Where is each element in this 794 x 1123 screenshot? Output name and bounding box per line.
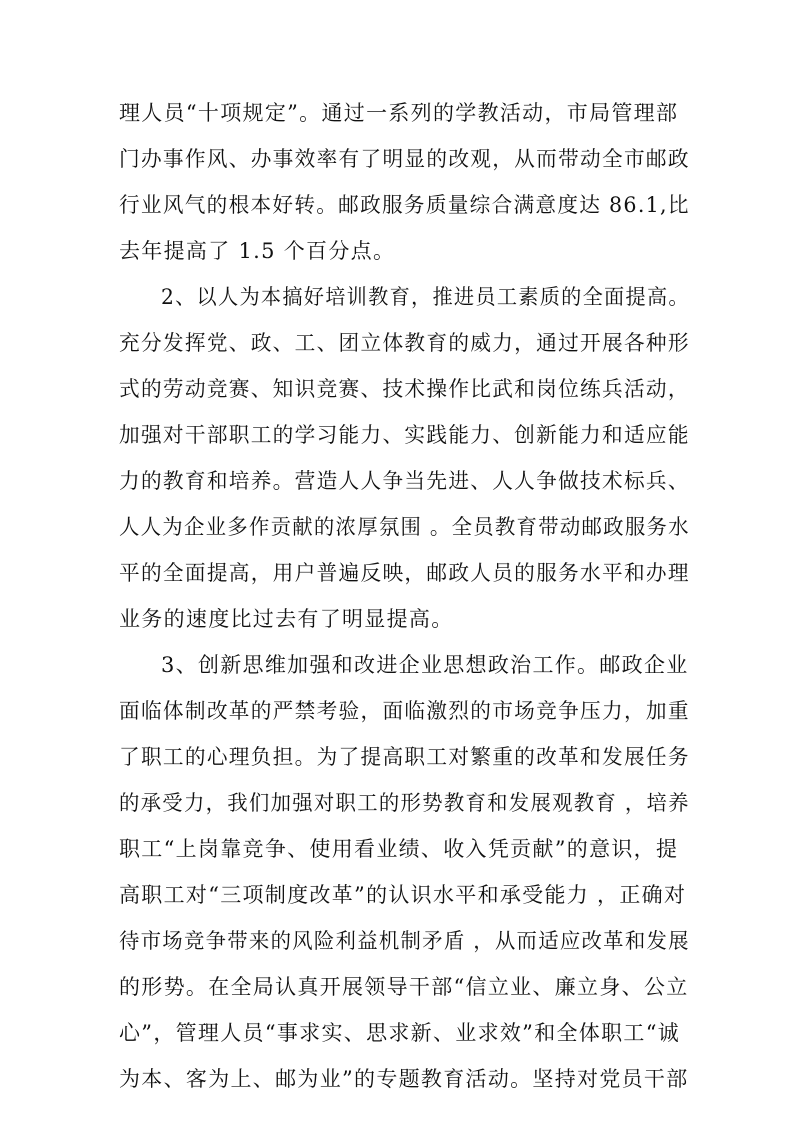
text-line: 充分发挥党、政、工、团立体教育的威力，通过开展各种形: [119, 331, 690, 355]
text-line: 2、以人为本搞好培训教育，推进员工素质的全面提高。: [161, 285, 690, 309]
text-line: 行业风气的根本好转。邮政服务质量综合满意度达 86.1,比: [119, 193, 690, 217]
text-line: 为本、客为上、邮为业”的专题教育活动。坚持对党员干部: [119, 1067, 689, 1091]
text-line: 式的劳动竞赛、知识竞赛、技术操作比武和岗位练兵活动，: [119, 377, 690, 401]
text-line: 3、创新思维加强和改进企业思想政治工作。邮政企业: [161, 653, 689, 677]
text-line: 去年提高了 1.5 个百分点。: [119, 239, 396, 263]
text-line: 门办事作风、办事效率有了明显的改观，从而带动全市邮政: [119, 147, 690, 171]
text-line: 人人为企业多作贡献的浓厚氛围 。全员教育带动邮政服务水: [119, 515, 690, 539]
text-line: 待市场竞争带来的风险利益机制矛盾 ，从而适应改革和发展: [119, 929, 690, 953]
text-line: 力的教育和培养。营造人人争当先进、人人争做技术标兵、: [119, 469, 690, 493]
text-line: 了职工的心理负担。为了提高职工对繁重的改革和发展任务: [119, 745, 690, 769]
text-line: 业务的速度比过去有了明显提高。: [119, 607, 454, 631]
text-line: 职工“上岗靠竞争、使用看业绩、收入凭贡献”的意识，提: [119, 837, 679, 861]
text-line: 的形势。在全局认真开展领导干部“信立业、廉立身、公立: [119, 975, 689, 999]
text-line: 的承受力，我们加强对职工的形势教育和发展观教育 ，培养: [119, 791, 690, 815]
text-line: 理人员“十项规定”。通过一系列的学教活动，市局管理部: [119, 101, 679, 125]
text-line: 平的全面提高，用户普遍反映，邮政人员的服务水平和办理: [119, 561, 690, 585]
text-line: 心”，管理人员“事求实、思求新、业求效”和全体职工“诚: [119, 1021, 681, 1045]
text-line: 高职工对“三项制度改革”的认识水平和承受能力 ，正确对: [119, 883, 687, 907]
text-line: 加强对干部职工的学习能力、实践能力、创新能力和适应能: [119, 423, 690, 447]
text-line: 面临体制改革的严禁考验，面临激烈的市场竞争压力，加重: [119, 699, 690, 723]
